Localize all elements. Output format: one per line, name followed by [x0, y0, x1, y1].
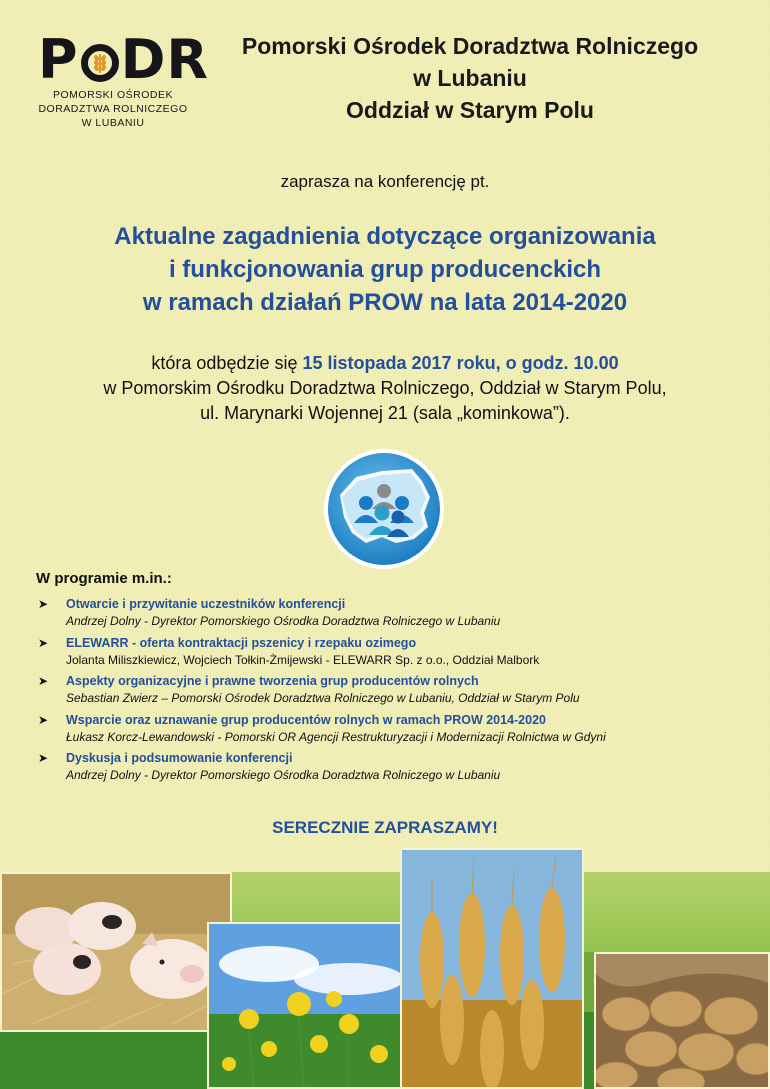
- programme-item-speaker: Jolanta Miliszkiewicz, Wojciech Tołkin-Żmijewski - ELEWARR Sp. z o.o., Oddział Malbork: [66, 652, 540, 667]
- pigs-photo: [0, 872, 232, 1032]
- logo-letter-p: P: [38, 28, 79, 91]
- rapeseed-photo: [207, 922, 403, 1089]
- programme-item-speaker: Andrzej Dolny - Dyrektor Pomorskiego Ośrodka Doradztwa Rolniczego w Lubaniu: [66, 614, 501, 628]
- podr-logo: [28, 28, 209, 135]
- producer-groups-emblem: [322, 447, 446, 571]
- title-line: Aktualne zagadnienia dotyczące organizowania: [114, 223, 656, 250]
- conference-title: [30, 220, 740, 319]
- programme-item: [36, 673, 756, 712]
- programme-item-title: Aspekty organizacyjne i prawne tworzenia grup producentów rolnych: [66, 674, 479, 688]
- organizer-line: Oddział w Starym Polu: [346, 97, 594, 123]
- programme-item-speaker: Sebastian Zwierz – Pomorski Ośrodek Doradztwa Rolniczego w Lubaniu, Oddział w Starym Polu: [66, 691, 580, 705]
- potatoes-photo: [594, 952, 770, 1089]
- wheat-icon: [81, 44, 119, 82]
- logo-subtitle: [28, 88, 198, 130]
- venue-line: w Pomorskim Ośrodku Doradztwa Rolniczego, Oddział w Starym Polu,: [103, 378, 667, 398]
- logo-sub-line: W LUBANIU: [81, 117, 145, 129]
- photo-band: [0, 872, 770, 1089]
- programme-item-title: ELEWARR - oferta kontraktacji pszenicy i rzepaku ozimego: [66, 635, 417, 650]
- event-datetime: 15 listopada 2017 roku, o godz. 10.00: [302, 353, 619, 373]
- arrow-bullet-icon: ➤: [38, 712, 49, 727]
- title-line: i funkcjonowania grup producenckich: [168, 256, 602, 283]
- arrow-bullet-icon: ➤: [38, 751, 49, 765]
- wheat-photo: [400, 848, 584, 1089]
- programme-item-speaker: Łukasz Korcz-Lewandowski - Pomorski OR Agencji Restrukturyzacji i Modernizacji Rolnictwa w Gdyni: [66, 729, 606, 744]
- programme-list: [36, 596, 756, 789]
- closing-invitation: SERECZNIE ZAPRASZAMY!: [272, 818, 498, 837]
- organizer-heading: [200, 30, 740, 126]
- programme-item: [36, 596, 756, 635]
- programme-item: [36, 750, 756, 789]
- details-line: [20, 351, 750, 376]
- details-lead: która odbędzie się: [151, 353, 303, 373]
- programme-item-title: Otwarcie i przywitanie uczestników konferencji: [66, 597, 346, 611]
- event-details: [20, 351, 750, 426]
- arrow-bullet-icon: ➤: [38, 597, 49, 611]
- programme-item-title: Wsparcie oraz uznawanie grup producentów rolnych w ramach PROW 2014-2020: [66, 712, 546, 727]
- invite-text: zaprasza na konferencję pt.: [280, 172, 490, 191]
- programme-item-title: Dyskusja i podsumowanie konferencji: [66, 751, 293, 765]
- arrow-bullet-icon: ➤: [38, 635, 49, 650]
- organizer-line: Pomorski Ośrodek Doradztwa Rolniczego: [241, 33, 699, 59]
- title-line: w ramach działań PROW na lata 2014-2020: [142, 289, 628, 316]
- logo-wordmark: [38, 30, 209, 90]
- address-line: ul. Marynarki Wojennej 21 (sala „kominkowa”).: [200, 403, 570, 423]
- logo-sub-line: POMORSKI OŚRODEK: [52, 89, 174, 101]
- programme-heading: W programie m.in.:: [36, 570, 172, 587]
- organizer-line: w Lubaniu: [413, 65, 527, 91]
- logo-letters-dr: DR: [120, 28, 209, 91]
- programme-item: [36, 712, 756, 751]
- logo-sub-line: DORADZTWA ROLNICZEGO: [38, 103, 188, 115]
- programme-item-speaker: Andrzej Dolny - Dyrektor Pomorskiego Ośrodka Doradztwa Rolniczego w Lubaniu: [66, 768, 501, 782]
- programme-item: [36, 635, 756, 674]
- arrow-bullet-icon: ➤: [38, 674, 49, 688]
